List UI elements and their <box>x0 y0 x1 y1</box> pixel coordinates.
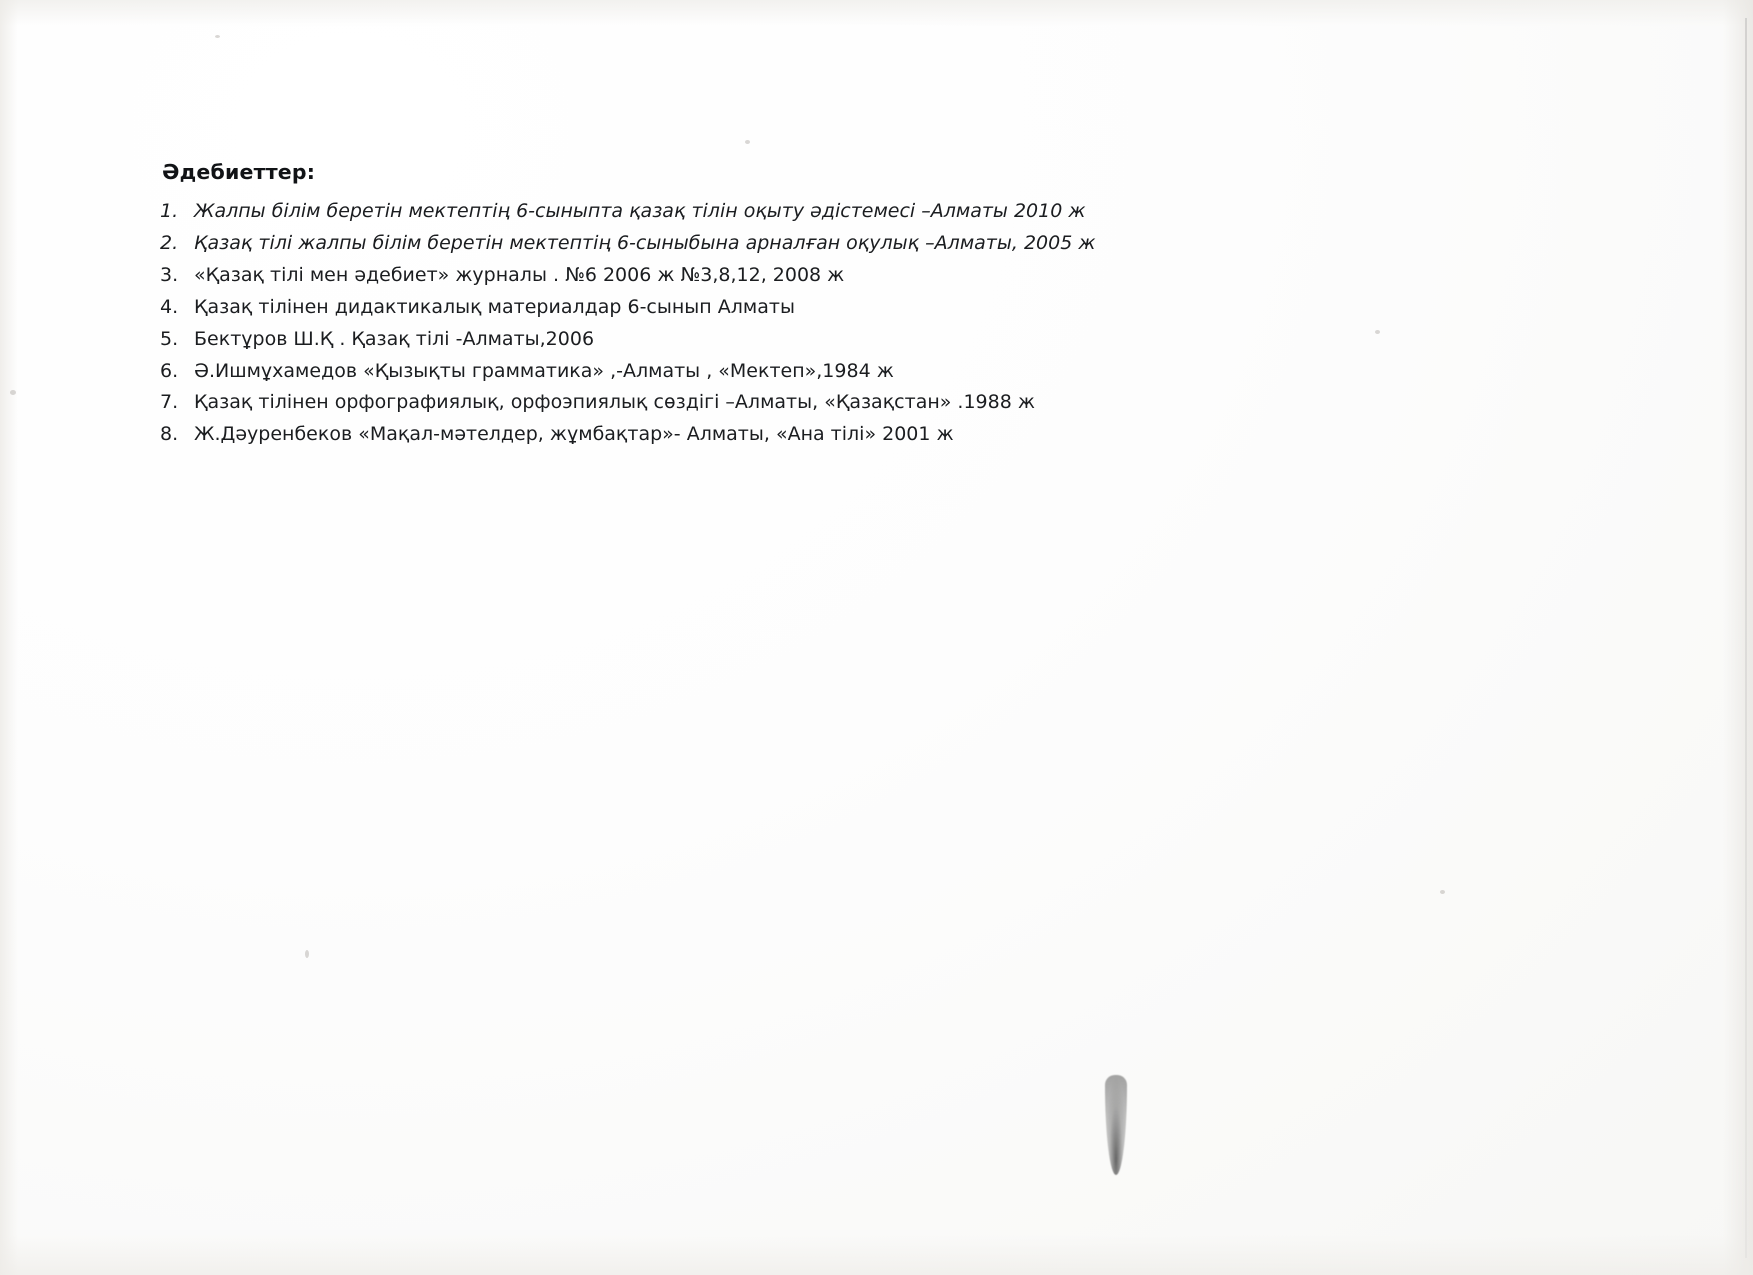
list-item-number: 8. <box>160 423 179 446</box>
scan-speck <box>215 35 220 38</box>
reference-list <box>160 196 1460 451</box>
scan-speck <box>745 140 750 144</box>
scan-speck <box>1440 890 1445 894</box>
list-item-text: «Қазақ тілі мен әдебиет» журналы . №6 2006 ж №3,8,12, 2008 ж <box>194 263 845 286</box>
scan-speck <box>305 950 309 958</box>
list-item <box>160 387 1460 419</box>
scan-speck <box>10 390 16 395</box>
list-item-number: 2. <box>160 231 179 254</box>
list-item <box>160 356 1460 388</box>
list-item-number: 5. <box>160 327 179 350</box>
list-item-number: 4. <box>160 295 179 318</box>
list-item-number: 1. <box>160 200 179 222</box>
list-item-number: 6. <box>160 359 179 382</box>
list-item-text: Бектұров Ш.Қ . Қазақ тілі -Алматы,2006 <box>194 327 595 350</box>
reference-section <box>160 160 1460 451</box>
page-edge-bottom <box>0 1235 1753 1275</box>
page-title: Әдебиеттер: <box>162 160 316 184</box>
list-item-number: 7. <box>160 391 179 414</box>
list-item-text: Жалпы білім беретін мектептің 6-сыныпта қазақ тілін оқыту әдістемесі –Алматы 2010 ж <box>194 200 1086 222</box>
page-edge-right <box>1723 0 1753 1275</box>
list-item-text: Қазақ тілі жалпы білім беретін мектептің 6-сыныбына арналған оқулық –Алматы, 2005 ж <box>194 231 1096 254</box>
list-item-number: 3. <box>160 263 179 286</box>
page-edge-top <box>0 0 1753 26</box>
list-item-text: Ә.Ишмұхамедов «Қызықты грамматика» ,-Алматы , «Мектеп»,1984 ж <box>194 359 894 382</box>
scan-artifact-line <box>1745 18 1747 1258</box>
ink-smudge-artifact <box>1105 1075 1127 1175</box>
list-item <box>160 228 1460 260</box>
list-item <box>160 196 1460 228</box>
list-item-text: Ж.Дәуренбеков «Мақал-мәтелдер, жұмбақтар»- Алматы, «Ана тілі» 2001 ж <box>194 423 954 446</box>
list-item <box>160 419 1460 451</box>
list-item <box>160 260 1460 292</box>
list-item-text: Қазақ тілінен дидактикалық материалдар 6-сынып Алматы <box>194 295 795 318</box>
list-item <box>160 292 1460 324</box>
list-item <box>160 324 1460 356</box>
list-item-text: Қазақ тілінен орфографиялық, орфоэпиялық сөздігі –Алматы, «Қазақстан» .1988 ж <box>194 391 1035 414</box>
page-edge-left <box>0 0 18 1275</box>
